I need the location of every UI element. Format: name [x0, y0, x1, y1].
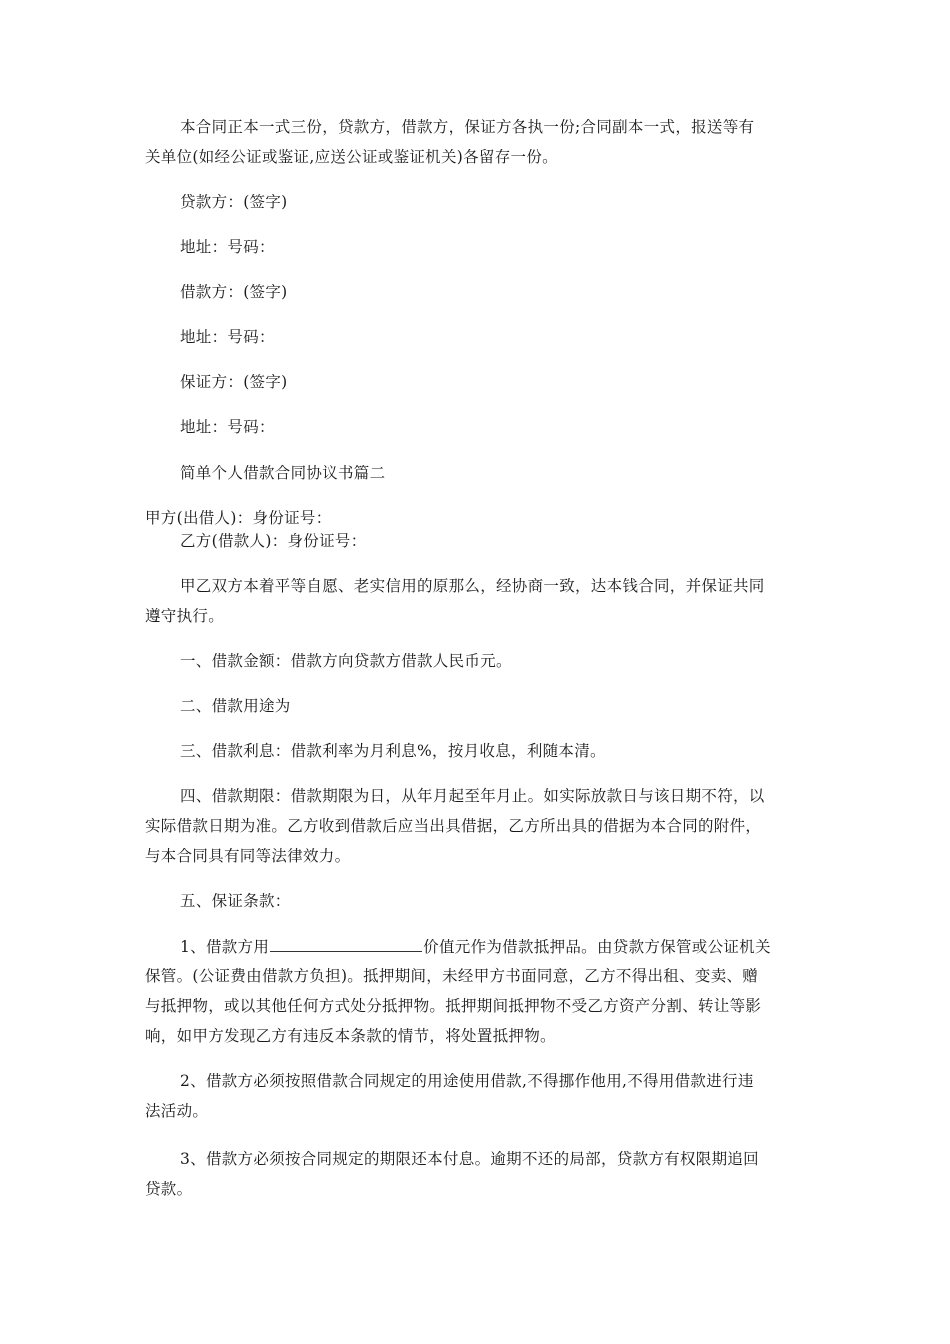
collateral-blank-line — [270, 935, 422, 952]
guarantee-1-line-1 — [180, 935, 771, 959]
borrower-address: 地址：号码： — [180, 328, 275, 346]
guarantor-address: 地址：号码： — [180, 418, 275, 436]
intro-line-1: 甲乙双方本着平等自愿、老实信用的原那么，经协商一致，达本钱合同，并保证共同 — [180, 577, 765, 595]
guarantee-3-line-1: 3、借款方必须按合同规定的期限还本付息。逾期不还的局部，贷款方有权限期追回 — [180, 1150, 759, 1168]
clause-guarantee-title: 五、保证条款： — [180, 892, 291, 910]
clause-loan-term-line-1: 四、借款期限：借款期限为日，从年月起至年月止。如实际放款日与该日期不符，以 — [180, 787, 765, 805]
lender-address: 地址：号码： — [180, 238, 275, 256]
intro-line-2: 遵守执行。 — [145, 607, 225, 625]
clause-loan-term-line-3: 与本合同具有同等法律效力。 — [145, 847, 351, 865]
copies-clause-line-2: 关单位(如经公证或鉴证,应送公证或鉴证机关)各留存一份。 — [145, 148, 558, 166]
copies-clause-line-1: 本合同正本一式三份，贷款方，借款方，保证方各执一份;合同副本一式，报送等有 — [180, 118, 755, 136]
guarantee-2-line-2: 法活动。 — [145, 1102, 209, 1120]
party-a: 甲方(出借人)：身份证号： — [145, 509, 332, 527]
lender-signature: 贷款方：(签字) — [180, 193, 288, 211]
guarantee-1-prefix: 1、借款方用 — [180, 938, 270, 956]
guarantee-2-line-1: 2、借款方必须按照借款合同规定的用途使用借款,不得挪作他用,不得用借款进行违 — [180, 1072, 754, 1090]
clause-loan-interest: 三、借款利息：借款利率为月利息%，按月收息，利随本清。 — [180, 742, 606, 760]
guarantee-3-line-2: 贷款。 — [145, 1180, 193, 1198]
clause-loan-term-line-2: 实际借款日期为准。乙方收到借款后应当出具借据，乙方所出具的借据为本合同的附件， — [145, 817, 762, 835]
clause-loan-amount: 一、借款金额：借款方向贷款方借款人民币元。 — [180, 652, 512, 670]
party-b: 乙方(借款人)：身份证号： — [180, 532, 367, 550]
guarantor-signature: 保证方：(签字) — [180, 373, 288, 391]
guarantee-1-line-2: 保管。(公证费由借款方负担)。抵押期间，未经甲方书面同意，乙方不得出租、变卖、赠 — [145, 967, 759, 985]
guarantee-1-line-4: 响，如甲方发现乙方有违反本条款的情节，将处置抵押物。 — [145, 1027, 556, 1045]
clause-loan-purpose: 二、借款用途为 — [180, 697, 291, 715]
guarantee-1-line-3: 与抵押物，或以其他任何方式处分抵押物。抵押期间抵押物不受乙方资产分割、转让等影 — [145, 997, 762, 1015]
borrower-signature: 借款方：(签字) — [180, 283, 288, 301]
guarantee-1-suffix: 价值元作为借款抵押品。由贷款方保管或公证机关 — [423, 938, 771, 956]
section-title: 简单个人借款合同协议书篇二 — [180, 464, 386, 482]
